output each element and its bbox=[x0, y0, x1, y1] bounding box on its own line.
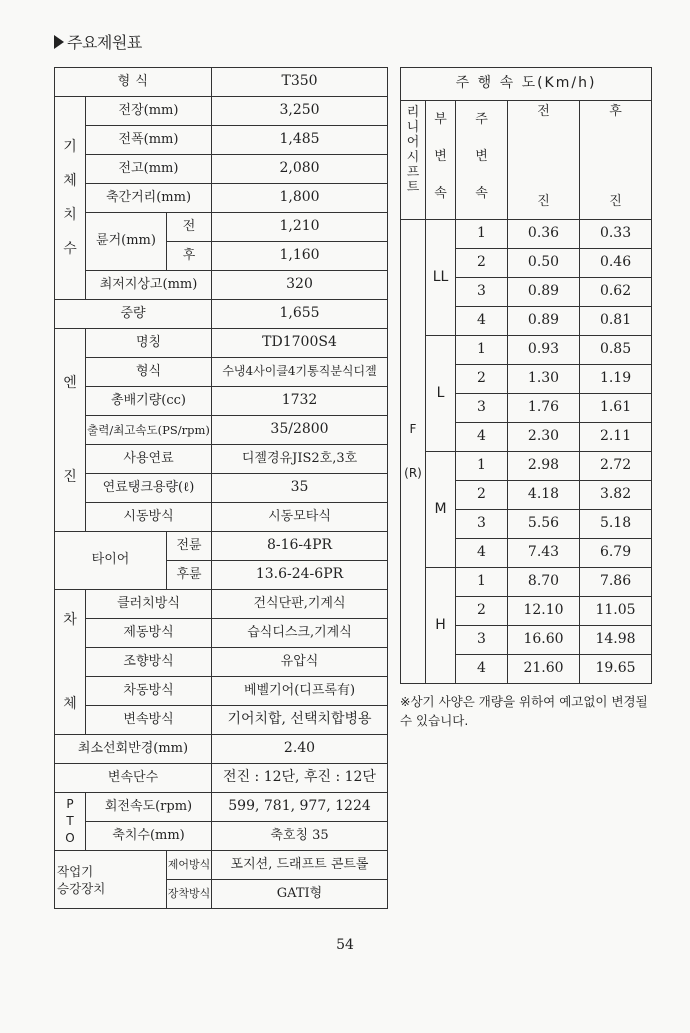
page-number: 54 bbox=[336, 937, 354, 953]
table-row bbox=[401, 336, 652, 365]
table-row bbox=[55, 503, 388, 532]
ground-clearance-label: 최저지상고(mm) bbox=[86, 271, 212, 300]
gear-number: 2 bbox=[456, 249, 508, 278]
table-row bbox=[55, 619, 388, 648]
tank-value: 35 bbox=[212, 474, 388, 503]
implement-label: 작업기 승강장치 bbox=[55, 851, 167, 909]
tire-rear-label: 후륜 bbox=[167, 561, 212, 590]
table-row bbox=[55, 822, 388, 851]
length-value: 3,250 bbox=[212, 97, 388, 126]
sub-shift-header: 부 변 속 bbox=[426, 101, 456, 220]
triangle-bullet-icon bbox=[54, 35, 64, 49]
forward-speed: 2.98 bbox=[508, 452, 580, 481]
gear-number: 1 bbox=[456, 336, 508, 365]
forward-speed: 1.76 bbox=[508, 394, 580, 423]
reverse-header: 후 진 bbox=[580, 101, 652, 220]
reverse-speed: 1.19 bbox=[580, 365, 652, 394]
pto-group-label: P T O bbox=[55, 793, 86, 851]
clutch-value: 건식단판,기계식 bbox=[212, 590, 388, 619]
steering-label: 조향방식 bbox=[86, 648, 212, 677]
table-row bbox=[55, 184, 388, 213]
table-row bbox=[55, 677, 388, 706]
table-row bbox=[401, 568, 652, 597]
tire-front-label: 전륜 bbox=[167, 532, 212, 561]
reverse-speed: 3.82 bbox=[580, 481, 652, 510]
gear-steps-label: 변속단수 bbox=[55, 764, 212, 793]
table-row bbox=[55, 648, 388, 677]
engine-name-value: TD1700S4 bbox=[212, 329, 388, 358]
speed-table bbox=[400, 67, 652, 684]
displacement-value: 1732 bbox=[212, 387, 388, 416]
footnote: ※상기 사양은 개량을 위하여 예고없이 변경될 수 있습니다. bbox=[400, 694, 648, 728]
gear-number: 1 bbox=[456, 452, 508, 481]
engine-type-value: 수냉4사이클4기통직분식디젤 bbox=[212, 358, 388, 387]
reverse-speed: 0.85 bbox=[580, 336, 652, 365]
table-row bbox=[55, 793, 388, 822]
starting-label: 시동방식 bbox=[86, 503, 212, 532]
table-row bbox=[401, 101, 652, 220]
gear-number: 3 bbox=[456, 510, 508, 539]
body-dims-group-label: 기 체 치 수 bbox=[55, 97, 86, 300]
gear-number: 4 bbox=[456, 423, 508, 452]
range-label: M bbox=[426, 452, 456, 568]
tread-front-value: 1,210 bbox=[212, 213, 388, 242]
table-row bbox=[55, 300, 388, 329]
gear-number: 4 bbox=[456, 655, 508, 684]
speed-table-body bbox=[401, 220, 652, 684]
table-row bbox=[55, 387, 388, 416]
table-row bbox=[401, 220, 652, 249]
reverse-speed: 2.11 bbox=[580, 423, 652, 452]
gear-number: 2 bbox=[456, 597, 508, 626]
forward-speed: 8.70 bbox=[508, 568, 580, 597]
table-row bbox=[55, 416, 388, 445]
reverse-speed: 7.86 bbox=[580, 568, 652, 597]
fuel-value: 디젤경유JIS2호,3호 bbox=[212, 445, 388, 474]
reverse-speed: 0.81 bbox=[580, 307, 652, 336]
speed-table-title: 주 행 속 도(Km/h) bbox=[401, 68, 652, 101]
gear-number: 1 bbox=[456, 568, 508, 597]
tank-label: 연료탱크용량(ℓ) bbox=[86, 474, 212, 503]
chassis-group-label: 차 체 bbox=[55, 590, 86, 735]
model-label: 형 식 bbox=[55, 68, 212, 97]
page-title: 주요제원표 bbox=[54, 30, 142, 53]
table-row bbox=[55, 735, 388, 764]
table-row bbox=[55, 445, 388, 474]
table-row bbox=[55, 126, 388, 155]
implement-control-value: 포지션, 드래프트 콘트롤 bbox=[212, 851, 388, 880]
forward-speed: 4.18 bbox=[508, 481, 580, 510]
gear-number: 3 bbox=[456, 626, 508, 655]
reverse-speed: 0.46 bbox=[580, 249, 652, 278]
main-shift-header: 주 변 속 bbox=[456, 101, 508, 220]
table-row bbox=[55, 474, 388, 503]
wheelbase-label: 축간거리(mm) bbox=[86, 184, 212, 213]
turning-radius-label: 최소선회반경(mm) bbox=[55, 735, 212, 764]
differential-label: 차동방식 bbox=[86, 677, 212, 706]
tread-label: 륜거(mm) bbox=[86, 213, 167, 271]
transmission-label: 변속방식 bbox=[86, 706, 212, 735]
turning-radius-value: 2.40 bbox=[212, 735, 388, 764]
forward-speed: 12.10 bbox=[508, 597, 580, 626]
forward-speed: 16.60 bbox=[508, 626, 580, 655]
wheelbase-value: 1,800 bbox=[212, 184, 388, 213]
weight-label: 중량 bbox=[55, 300, 212, 329]
table-row bbox=[55, 532, 388, 561]
table-row bbox=[55, 68, 388, 97]
tire-label: 타이어 bbox=[55, 532, 167, 590]
tread-front-label: 전 bbox=[167, 213, 212, 242]
pto-speed-value: 599, 781, 977, 1224 bbox=[212, 793, 388, 822]
reverse-speed: 5.18 bbox=[580, 510, 652, 539]
table-row bbox=[55, 764, 388, 793]
gear-number: 4 bbox=[456, 539, 508, 568]
tire-rear-value: 13.6-24-6PR bbox=[212, 561, 388, 590]
height-value: 2,080 bbox=[212, 155, 388, 184]
tread-rear-label: 후 bbox=[167, 242, 212, 271]
implement-control-label: 제어방식 bbox=[167, 851, 212, 880]
reverser-header: 리 니 어 시 프 트 bbox=[401, 101, 426, 220]
fuel-label: 사용연료 bbox=[86, 445, 212, 474]
gear-number: 2 bbox=[456, 365, 508, 394]
pto-shaft-label: 축치수(mm) bbox=[86, 822, 212, 851]
table-row bbox=[55, 358, 388, 387]
length-label: 전장(mm) bbox=[86, 97, 212, 126]
forward-header: 전 진 bbox=[508, 101, 580, 220]
table-row bbox=[55, 706, 388, 735]
reverse-speed: 0.62 bbox=[580, 278, 652, 307]
reverse-speed: 6.79 bbox=[580, 539, 652, 568]
implement-mount-value: GATI형 bbox=[212, 880, 388, 909]
pto-speed-label: 회전속도(rpm) bbox=[86, 793, 212, 822]
forward-speed: 0.89 bbox=[508, 278, 580, 307]
transmission-value: 기어치합, 선택치합병용 bbox=[212, 706, 388, 735]
range-label: LL bbox=[426, 220, 456, 336]
range-label: H bbox=[426, 568, 456, 684]
reverse-speed: 19.65 bbox=[580, 655, 652, 684]
differential-value: 베벨기어(디프록有) bbox=[212, 677, 388, 706]
forward-speed: 0.50 bbox=[508, 249, 580, 278]
width-label: 전폭(mm) bbox=[86, 126, 212, 155]
table-row bbox=[55, 155, 388, 184]
table-row bbox=[401, 68, 652, 101]
forward-speed: 0.36 bbox=[508, 220, 580, 249]
forward-speed: 5.56 bbox=[508, 510, 580, 539]
output-label: 출력/최고속도(PS/rpm) bbox=[86, 416, 212, 445]
output-value: 35/2800 bbox=[212, 416, 388, 445]
table-row bbox=[55, 97, 388, 126]
table-row bbox=[55, 329, 388, 358]
clutch-label: 클러치방식 bbox=[86, 590, 212, 619]
spec-table bbox=[54, 67, 388, 909]
steering-value: 유압식 bbox=[212, 648, 388, 677]
table-row bbox=[55, 590, 388, 619]
reverser-value: F (R) bbox=[401, 220, 426, 684]
reverse-speed: 14.98 bbox=[580, 626, 652, 655]
width-value: 1,485 bbox=[212, 126, 388, 155]
table-row bbox=[55, 851, 388, 880]
gear-number: 1 bbox=[456, 220, 508, 249]
model-value: T350 bbox=[212, 68, 388, 97]
engine-name-label: 명칭 bbox=[86, 329, 212, 358]
implement-mount-label: 장착방식 bbox=[167, 880, 212, 909]
reverse-speed: 1.61 bbox=[580, 394, 652, 423]
tire-front-value: 8-16-4PR bbox=[212, 532, 388, 561]
table-row bbox=[55, 213, 388, 242]
engine-type-label: 형식 bbox=[86, 358, 212, 387]
reverse-speed: 2.72 bbox=[580, 452, 652, 481]
forward-speed: 0.93 bbox=[508, 336, 580, 365]
gear-number: 3 bbox=[456, 278, 508, 307]
engine-group-label: 엔 진 bbox=[55, 329, 86, 532]
ground-clearance-value: 320 bbox=[212, 271, 388, 300]
forward-speed: 1.30 bbox=[508, 365, 580, 394]
gear-number: 2 bbox=[456, 481, 508, 510]
height-label: 전고(mm) bbox=[86, 155, 212, 184]
gear-steps-value: 전진 : 12단, 후진 : 12단 bbox=[212, 764, 388, 793]
reverse-speed: 0.33 bbox=[580, 220, 652, 249]
displacement-label: 총배기량(cc) bbox=[86, 387, 212, 416]
gear-number: 3 bbox=[456, 394, 508, 423]
brake-label: 제동방식 bbox=[86, 619, 212, 648]
reverse-speed: 11.05 bbox=[580, 597, 652, 626]
table-row bbox=[55, 271, 388, 300]
range-label: L bbox=[426, 336, 456, 452]
starting-value: 시동모타식 bbox=[212, 503, 388, 532]
brake-value: 습식디스크,기계식 bbox=[212, 619, 388, 648]
table-row bbox=[401, 452, 652, 481]
gear-number: 4 bbox=[456, 307, 508, 336]
tread-rear-value: 1,160 bbox=[212, 242, 388, 271]
pto-shaft-value: 축호칭 35 bbox=[212, 822, 388, 851]
forward-speed: 21.60 bbox=[508, 655, 580, 684]
weight-value: 1,655 bbox=[212, 300, 388, 329]
forward-speed: 0.89 bbox=[508, 307, 580, 336]
forward-speed: 7.43 bbox=[508, 539, 580, 568]
forward-speed: 2.30 bbox=[508, 423, 580, 452]
